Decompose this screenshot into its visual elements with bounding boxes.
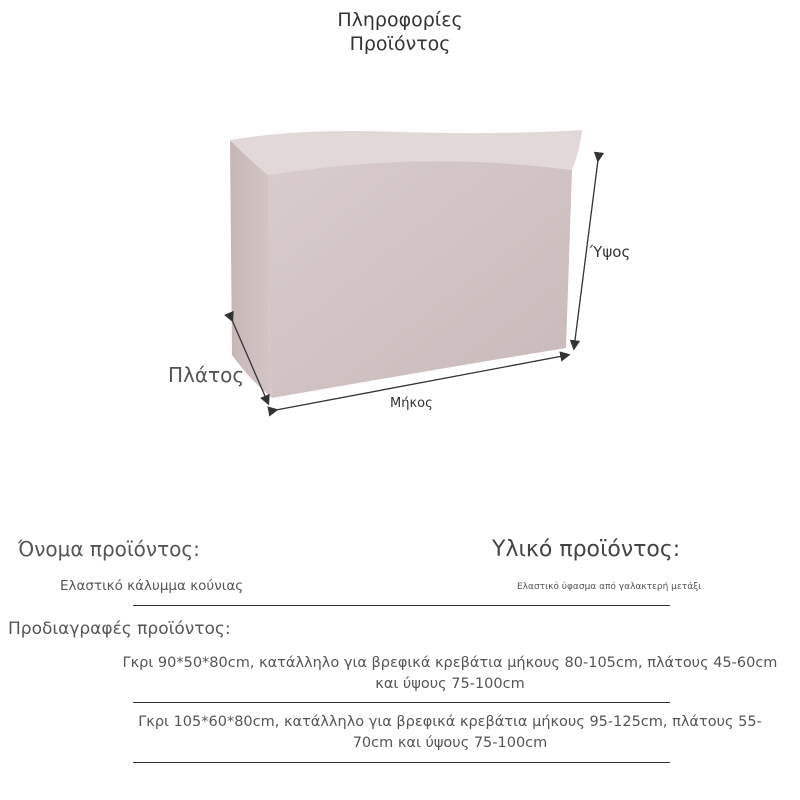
product-name-heading: Όνομα προϊόντος: [18,537,200,561]
cover-side-face [230,140,272,398]
title-line-1: Πληροφορίες [337,9,463,31]
spec-item: Γκρι 90*50*80cm, κατάλληλο για βρεφικά κρεβάτια μήκους 80-105cm, πλάτους 45-60cm και ύψους 75-100cm [122,655,778,692]
product-material-heading: Υλικό προϊόντος: [492,537,681,562]
product-name-value: Ελαστικό κάλυμμα κούνιας [60,578,244,594]
spec-item: Γκρι 105*60*80cm, κατάλληλο για βρεφικά κρεβάτια μήκους 95-125cm, πλάτους 55-70cm και ύψους 75-100cm [138,714,762,751]
height-label: Ύψος [590,243,631,261]
specs-heading: Προδιαγραφές προϊόντος: [8,619,231,639]
product-material-value: Ελαστικό ύφασμα από γαλακτερή μετάξι [517,582,702,592]
divider [133,762,670,763]
title-line-2: Προϊόντος [349,33,451,55]
length-label: Μήκος [390,396,433,411]
divider [133,702,670,703]
width-label: Πλάτος [168,363,245,387]
divider [133,605,670,606]
